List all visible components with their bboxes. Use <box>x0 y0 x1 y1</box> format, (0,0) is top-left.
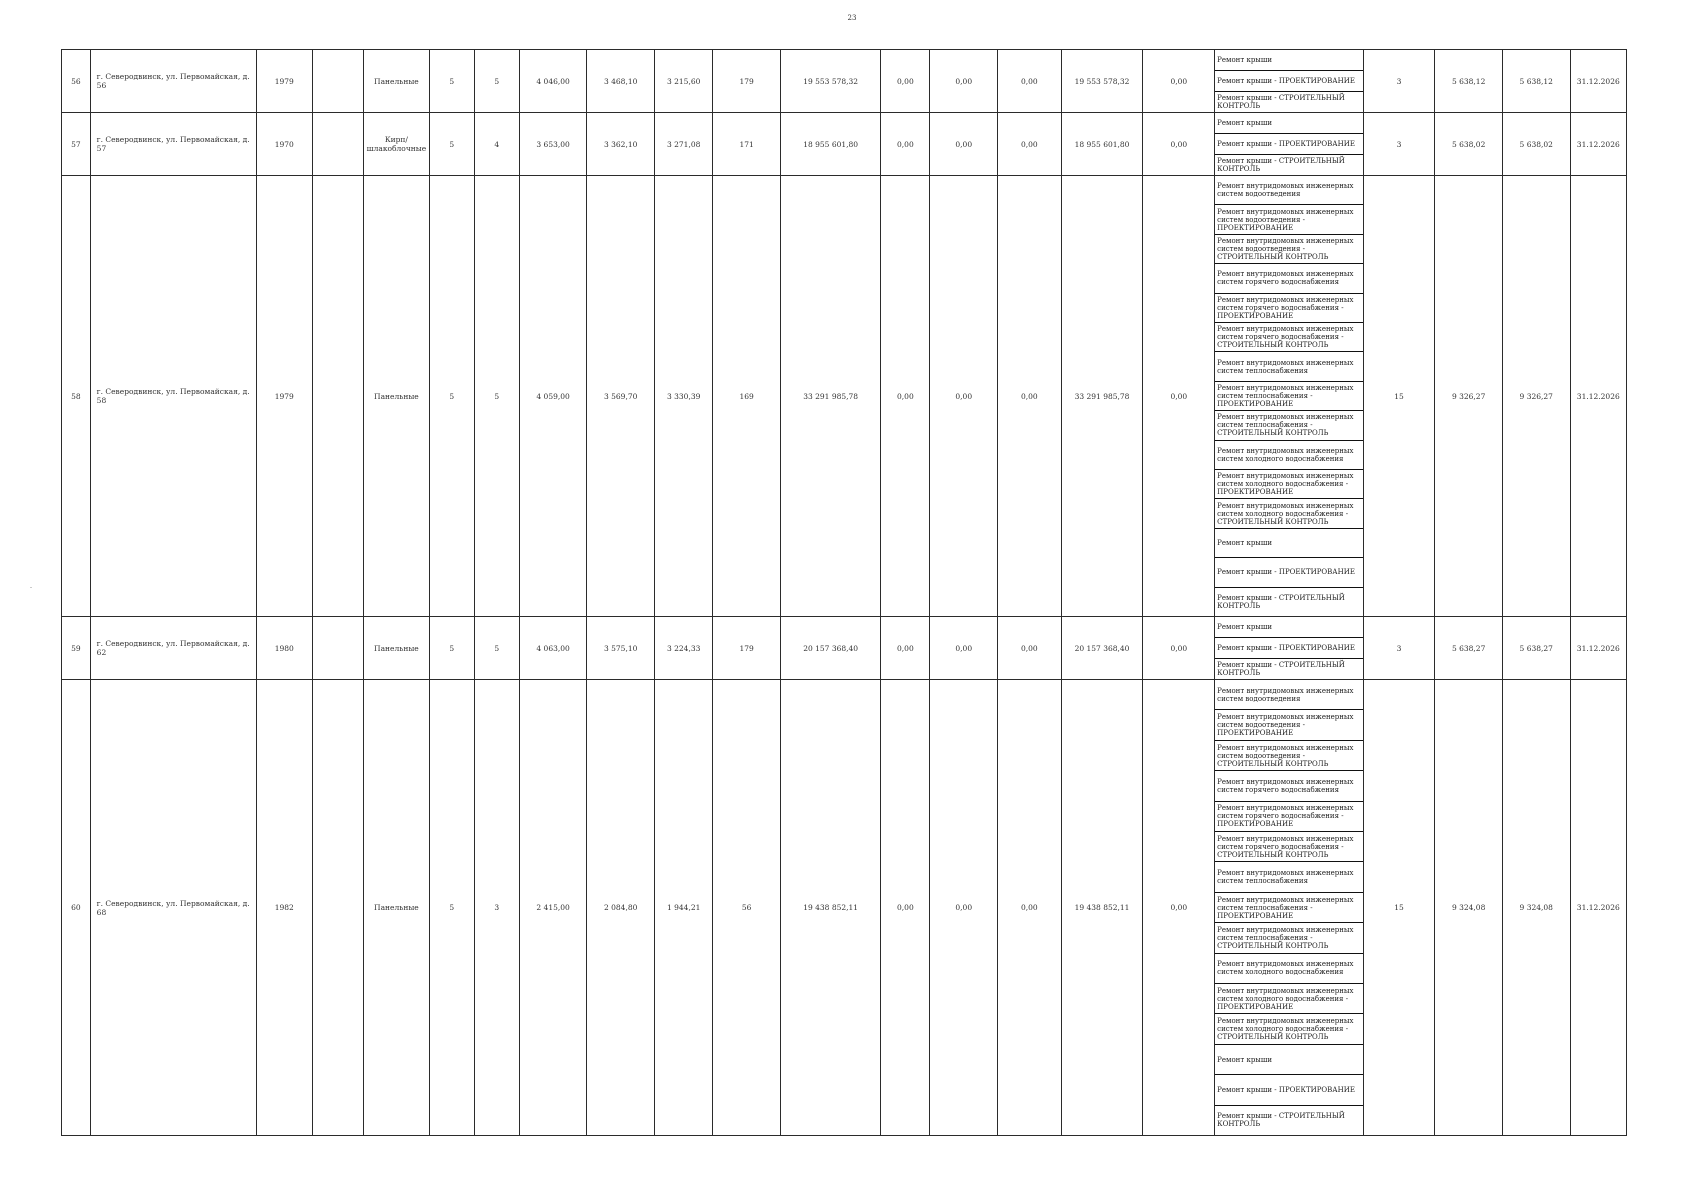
table-row <box>62 113 1627 176</box>
area-owned: 3 271,08 <box>654 113 712 176</box>
fund-municipal: 0,00 <box>998 680 1062 1136</box>
works-list <box>1215 113 1364 176</box>
work-item <box>1215 470 1363 499</box>
row-number: 59 <box>62 617 91 680</box>
stray-mark: - <box>30 584 33 591</box>
work-count: 3 <box>1363 50 1435 113</box>
unit-cost: 5 638,12 <box>1435 50 1503 113</box>
work-item-text: Ремонт внутридомовых инженерных систем водоотведения - СТРОИТЕЛЬНЫЙ КОНТРОЛЬ <box>1217 237 1354 262</box>
fund-municipal: 0,00 <box>998 113 1062 176</box>
cost-total: 18 955 601,80 <box>780 113 880 176</box>
work-item-text: Ремонт крыши - ПРОЕКТИРОВАНИЕ <box>1217 1085 1355 1094</box>
work-item <box>1215 499 1363 528</box>
table-row <box>62 176 1627 617</box>
work-item-text: Ремонт внутридомовых инженерных систем водоотведения - ПРОЕКТИРОВАНИЕ <box>1217 207 1354 232</box>
work-item-text: Ремонт внутридомовых инженерных систем водоотведения <box>1217 182 1354 199</box>
address-cell: г. Северодвинск, ул. Первомайская, д. 57 <box>90 113 256 176</box>
work-item <box>1215 984 1363 1014</box>
fund-owners: 19 438 852,11 <box>1061 680 1143 1136</box>
row-number: 58 <box>62 176 91 617</box>
deadline-date: 31.12.2026 <box>1570 176 1626 617</box>
work-item-text: Ремонт внутридомовых инженерных систем водоотведения - ПРОЕКТИРОВАНИЕ <box>1217 713 1354 738</box>
area-owned: 3 224,33 <box>654 617 712 680</box>
fund-municipal: 0,00 <box>998 50 1062 113</box>
entrances-count: 3 <box>474 680 519 1136</box>
works-list <box>1215 176 1364 617</box>
unit-cost: 9 324,08 <box>1435 680 1503 1136</box>
residents-count: 56 <box>713 680 781 1136</box>
work-item-text: Ремонт крыши - ПРОЕКТИРОВАНИЕ <box>1217 568 1355 577</box>
work-item-text: Ремонт крыши - СТРОИТЕЛЬНЫЙ КОНТРОЛЬ <box>1217 157 1345 173</box>
area-owned: 3 330,39 <box>654 176 712 617</box>
table-row <box>62 617 1627 680</box>
work-item-text: Ремонт внутридомовых инженерных систем горячего водоснабжения - ПРОЕКТИРОВАНИЕ <box>1217 295 1354 320</box>
row-number: 60 <box>62 680 91 1136</box>
cost-total: 33 291 985,78 <box>780 176 880 617</box>
area-owned: 3 215,60 <box>654 50 712 113</box>
works-list <box>1215 50 1364 113</box>
year-built: 1979 <box>256 50 312 113</box>
work-item-text: Ремонт внутридомовых инженерных систем горячего водоснабжения <box>1217 777 1354 794</box>
max-unit-cost: 9 326,27 <box>1502 176 1570 617</box>
year-repair <box>312 680 363 1136</box>
work-item-text: Ремонт внутридомовых инженерных систем горячего водоснабжения - СТРОИТЕЛЬНЫЙ КОНТРОЛЬ <box>1217 325 1354 350</box>
max-unit-cost: 5 638,12 <box>1502 50 1570 113</box>
work-item-text: Ремонт внутридомовых инженерных систем теплоснабжения - СТРОИТЕЛЬНЫЙ КОНТРОЛЬ <box>1217 413 1354 438</box>
work-item <box>1215 1014 1363 1044</box>
fund-federal: 0,00 <box>881 176 930 617</box>
work-item <box>1215 954 1363 984</box>
work-item <box>1215 323 1363 352</box>
work-item <box>1215 771 1363 801</box>
work-item <box>1215 50 1363 71</box>
residents-count: 171 <box>713 113 781 176</box>
work-item <box>1215 923 1363 953</box>
area-total: 3 653,00 <box>519 113 587 176</box>
work-item-text: Ремонт крыши - СТРОИТЕЛЬНЫЙ КОНТРОЛЬ <box>1217 593 1345 610</box>
work-item <box>1215 1106 1363 1135</box>
work-item <box>1215 205 1363 234</box>
entrances-count: 4 <box>474 113 519 176</box>
area-living: 3 362,10 <box>587 113 655 176</box>
work-item-text: Ремонт крыши <box>1217 539 1273 548</box>
unit-cost: 5 638,02 <box>1435 113 1503 176</box>
residents-count: 179 <box>713 617 781 680</box>
entrances-count: 5 <box>474 176 519 617</box>
deadline-date: 31.12.2026 <box>1570 50 1626 113</box>
floors-count: 5 <box>429 113 474 176</box>
work-item-text: Ремонт внутридомовых инженерных систем водоотведения - СТРОИТЕЛЬНЫЙ КОНТРОЛЬ <box>1217 743 1354 768</box>
work-item <box>1215 294 1363 323</box>
work-item-text: Ремонт крыши - СТРОИТЕЛЬНЫЙ КОНТРОЛЬ <box>1217 1112 1345 1129</box>
work-item-text: Ремонт внутридомовых инженерных систем водоотведения <box>1217 686 1354 703</box>
work-count: 3 <box>1363 113 1435 176</box>
work-item <box>1215 659 1363 679</box>
work-item-text: Ремонт внутридомовых инженерных систем теплоснабжения - ПРОЕКТИРОВАНИЕ <box>1217 384 1354 409</box>
works-list <box>1215 680 1364 1136</box>
fund-municipal: 0,00 <box>998 176 1062 617</box>
wall-material: Панельные <box>364 50 430 113</box>
works-stack <box>1215 50 1363 112</box>
cost-total: 19 553 578,32 <box>780 50 880 113</box>
fund-regional: 0,00 <box>930 176 998 617</box>
work-item-text: Ремонт внутридомовых инженерных систем теплоснабжения <box>1217 358 1354 375</box>
work-item-text: Ремонт крыши - ПРОЕКТИРОВАНИЕ <box>1217 140 1355 148</box>
work-item-text: Ремонт внутридомовых инженерных систем горячего водоснабжения <box>1217 270 1354 287</box>
fund-other: 0,00 <box>1143 176 1215 617</box>
work-item-text: Ремонт внутридомовых инженерных систем горячего водоснабжения - ПРОЕКТИРОВАНИЕ <box>1217 804 1354 829</box>
work-item <box>1215 382 1363 411</box>
max-unit-cost: 5 638,27 <box>1502 617 1570 680</box>
table-body <box>62 50 1627 1136</box>
work-item <box>1215 588 1363 616</box>
repair-program-table <box>61 49 1627 1136</box>
fund-regional: 0,00 <box>930 680 998 1136</box>
area-living: 2 084,80 <box>587 680 655 1136</box>
address-cell: г. Северодвинск, ул. Первомайская, д. 68 <box>90 680 256 1136</box>
work-item-text: Ремонт крыши - ПРОЕКТИРОВАНИЕ <box>1217 77 1355 85</box>
work-item-text: Ремонт внутридомовых инженерных систем холодного водоснабжения <box>1217 446 1354 463</box>
work-item <box>1215 411 1363 440</box>
work-item-text: Ремонт внутридомовых инженерных систем холодного водоснабжения <box>1217 960 1354 977</box>
work-item <box>1215 741 1363 771</box>
area-total: 2 415,00 <box>519 680 587 1136</box>
work-item-text: Ремонт внутридомовых инженерных систем горячего водоснабжения - СТРОИТЕЛЬНЫЙ КОНТРОЛЬ <box>1217 834 1354 859</box>
work-item <box>1215 638 1363 659</box>
work-item <box>1215 802 1363 832</box>
works-stack <box>1215 617 1363 679</box>
row-number: 57 <box>62 113 91 176</box>
work-item-text: Ремонт крыши <box>1217 623 1273 631</box>
works-list <box>1215 617 1364 680</box>
work-count: 3 <box>1363 617 1435 680</box>
work-item <box>1215 176 1363 205</box>
deadline-date: 31.12.2026 <box>1570 680 1626 1136</box>
fund-municipal: 0,00 <box>998 617 1062 680</box>
work-item <box>1215 113 1363 134</box>
fund-other: 0,00 <box>1143 113 1215 176</box>
wall-material: Панельные <box>364 176 430 617</box>
work-item-text: Ремонт крыши <box>1217 119 1273 127</box>
work-item <box>1215 1045 1363 1075</box>
deadline-date: 31.12.2026 <box>1570 113 1626 176</box>
residents-count: 169 <box>713 176 781 617</box>
cost-total: 19 438 852,11 <box>780 680 880 1136</box>
work-item-text: Ремонт внутридомовых инженерных систем теплоснабжения - СТРОИТЕЛЬНЫЙ КОНТРОЛЬ <box>1217 925 1354 950</box>
work-item <box>1215 264 1363 293</box>
address-cell: г. Северодвинск, ул. Первомайская, д. 56 <box>90 50 256 113</box>
area-living: 3 569,70 <box>587 176 655 617</box>
work-item <box>1215 710 1363 740</box>
work-item <box>1215 558 1363 587</box>
wall-material: Панельные <box>364 680 430 1136</box>
work-item <box>1215 1075 1363 1105</box>
work-item-text: Ремонт внутридомовых инженерных систем холодного водоснабжения - ПРОЕКТИРОВАНИЕ <box>1217 986 1354 1011</box>
work-item <box>1215 680 1363 710</box>
area-owned: 1 944,21 <box>654 680 712 1136</box>
work-item-text: Ремонт крыши - СТРОИТЕЛЬНЫЙ КОНТРОЛЬ <box>1217 661 1345 677</box>
max-unit-cost: 9 324,08 <box>1502 680 1570 1136</box>
floors-count: 5 <box>429 617 474 680</box>
work-count: 15 <box>1363 176 1435 617</box>
fund-federal: 0,00 <box>881 680 930 1136</box>
area-total: 4 046,00 <box>519 50 587 113</box>
cost-total: 20 157 368,40 <box>780 617 880 680</box>
work-item <box>1215 235 1363 264</box>
work-item-text: Ремонт крыши - СТРОИТЕЛЬНЫЙ КОНТРОЛЬ <box>1217 94 1345 110</box>
year-built: 1982 <box>256 680 312 1136</box>
work-item-text: Ремонт внутридомовых инженерных систем холодного водоснабжения - СТРОИТЕЛЬНЫЙ КОНТРОЛЬ <box>1217 1017 1354 1042</box>
year-repair <box>312 50 363 113</box>
fund-other: 0,00 <box>1143 50 1215 113</box>
area-living: 3 468,10 <box>587 50 655 113</box>
area-total: 4 059,00 <box>519 176 587 617</box>
work-item <box>1215 441 1363 470</box>
work-item <box>1215 155 1363 175</box>
work-item <box>1215 71 1363 92</box>
fund-regional: 0,00 <box>930 50 998 113</box>
fund-regional: 0,00 <box>930 617 998 680</box>
address-cell: г. Северодвинск, ул. Первомайская, д. 62 <box>90 617 256 680</box>
fund-owners: 18 955 601,80 <box>1061 113 1143 176</box>
fund-owners: 33 291 985,78 <box>1061 176 1143 617</box>
area-living: 3 575,10 <box>587 617 655 680</box>
entrances-count: 5 <box>474 50 519 113</box>
work-item-text: Ремонт внутридомовых инженерных систем теплоснабжения <box>1217 869 1354 886</box>
work-item-text: Ремонт внутридомовых инженерных систем холодного водоснабжения - СТРОИТЕЛЬНЫЙ КОНТРОЛЬ <box>1217 501 1354 526</box>
work-item <box>1215 862 1363 892</box>
row-number: 56 <box>62 50 91 113</box>
work-item-text: Ремонт крыши <box>1217 1055 1273 1064</box>
work-item <box>1215 893 1363 923</box>
floors-count: 5 <box>429 176 474 617</box>
work-item <box>1215 832 1363 862</box>
work-item-text: Ремонт крыши <box>1217 56 1273 64</box>
wall-material: Кирп/ шлакоблочные <box>364 113 430 176</box>
work-item <box>1215 352 1363 381</box>
work-item <box>1215 617 1363 638</box>
year-repair <box>312 113 363 176</box>
work-item-text: Ремонт внутридомовых инженерных систем холодного водоснабжения - ПРОЕКТИРОВАНИЕ <box>1217 472 1354 497</box>
address-cell: г. Северодвинск, ул. Первомайская, д. 58 <box>90 176 256 617</box>
unit-cost: 9 326,27 <box>1435 176 1503 617</box>
fund-federal: 0,00 <box>881 50 930 113</box>
page-number: 23 <box>847 14 857 22</box>
floors-count: 5 <box>429 680 474 1136</box>
fund-regional: 0,00 <box>930 113 998 176</box>
year-built: 1979 <box>256 176 312 617</box>
works-stack <box>1215 680 1363 1135</box>
works-stack <box>1215 176 1363 616</box>
deadline-date: 31.12.2026 <box>1570 617 1626 680</box>
work-item-text: Ремонт крыши - ПРОЕКТИРОВАНИЕ <box>1217 644 1355 652</box>
table-row <box>62 50 1627 113</box>
work-item <box>1215 134 1363 155</box>
work-item-text: Ремонт внутридомовых инженерных систем теплоснабжения - ПРОЕКТИРОВАНИЕ <box>1217 895 1354 920</box>
fund-other: 0,00 <box>1143 617 1215 680</box>
entrances-count: 5 <box>474 617 519 680</box>
year-repair <box>312 617 363 680</box>
area-total: 4 063,00 <box>519 617 587 680</box>
wall-material: Панельные <box>364 617 430 680</box>
fund-federal: 0,00 <box>881 113 930 176</box>
fund-federal: 0,00 <box>881 617 930 680</box>
work-item <box>1215 529 1363 558</box>
year-built: 1970 <box>256 113 312 176</box>
work-item <box>1215 92 1363 112</box>
unit-cost: 5 638,27 <box>1435 617 1503 680</box>
fund-other: 0,00 <box>1143 680 1215 1136</box>
work-count: 15 <box>1363 680 1435 1136</box>
year-repair <box>312 176 363 617</box>
table-row <box>62 680 1627 1136</box>
max-unit-cost: 5 638,02 <box>1502 113 1570 176</box>
year-built: 1980 <box>256 617 312 680</box>
works-stack <box>1215 113 1363 175</box>
residents-count: 179 <box>713 50 781 113</box>
floors-count: 5 <box>429 50 474 113</box>
fund-owners: 20 157 368,40 <box>1061 617 1143 680</box>
fund-owners: 19 553 578,32 <box>1061 50 1143 113</box>
